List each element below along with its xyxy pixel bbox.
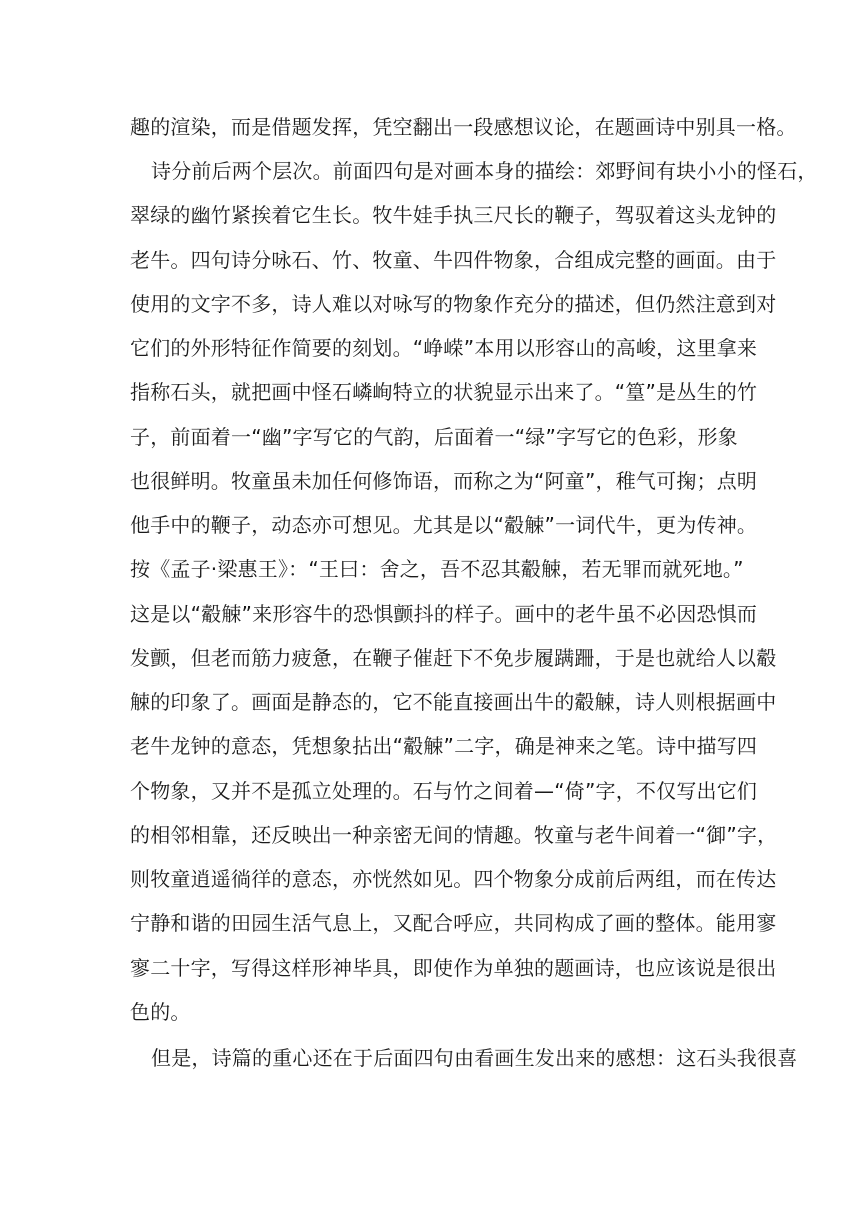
text-line: 按《孟子·梁惠王》：“王曰：舍之，吾不忍其觳觫，若无罪而就死地。” (130, 557, 744, 581)
text-line: 则牧童逍遥徜徉的意态，亦恍然如见。四个物象分成前后两组，而在传达 (130, 867, 777, 891)
text-line: 觫的印象了。画面是静态的，它不能直接画出牛的觳觫，诗人则根据画中 (130, 690, 777, 714)
text-line: 发颤，但老而筋力疲惫，在鞭子催赶下不免步履蹒跚，于是也就给人以觳 (130, 646, 777, 670)
text-line: 子，前面着一“幽”字写它的气韵，后面着一“绿”字写它的色彩，形象 (130, 425, 738, 449)
text-line: 也很鲜明。牧童虽未加任何修饰语，而称之为“阿童”，稚气可掬；点明 (130, 469, 758, 493)
text-line: 使用的文字不多，诗人难以对咏写的物象作充分的描述，但仍然注意到对 (130, 292, 777, 316)
text-line: 色的。 (130, 1000, 191, 1024)
text-line: 的相邻相靠，还反映出一种亲密无间的情趣。牧童与老牛间着一“御”字， (130, 823, 778, 847)
text-line: 指称石头，就把画中怪石嶙峋特立的状貌显示出来了。“篁”是丛生的竹 (130, 380, 758, 404)
text-line: 寥二十字，写得这样形神毕具，即使作为单独的题画诗，也应该说是很出 (130, 956, 777, 980)
text-line: 翠绿的幽竹紧挨着它生长。牧牛娃手执三尺长的鞭子，驾驭着这头龙钟的 (130, 203, 777, 227)
paragraph-start-line: 但是，诗篇的重心还在于后面四句由看画生发出来的感想：这石头我很喜 (151, 1046, 798, 1070)
text-line: 宁静和谐的田园生活气息上，又配合呼应，共同构成了画的整体。能用寥 (130, 911, 777, 935)
text-line: 趣的渲染，而是借题发挥，凭空翻出一段感想议论，在题画诗中别具一格。 (130, 115, 797, 139)
text-line: 老牛。四句诗分咏石、竹、牧童、牛四件物象，合组成完整的画面。由于 (130, 248, 777, 272)
text-line: 个物象，又并不是孤立处理的。石与竹之间着—“倚”字，不仅写出它们 (130, 779, 758, 803)
text-line: 这是以“觳觫”来形容牛的恐惧颤抖的样子。画中的老牛虽不必因恐惧而 (130, 602, 758, 626)
paragraph-start-line: 诗分前后两个层次。前面四句是对画本身的描绘：郊野间有块小小的怪石， (151, 159, 818, 183)
text-line: 他手中的鞭子，动态亦可想见。尤其是以“觳觫”一词代牛，更为传神。 (130, 513, 758, 537)
text-line: 老牛龙钟的意态，凭想象拈出“觳觫”二字，确是神来之笔。诗中描写四 (130, 734, 758, 758)
text-line: 它们的外形特征作简要的刻划。“峥嵘”本用以形容山的高峻，这里拿来 (130, 336, 758, 360)
